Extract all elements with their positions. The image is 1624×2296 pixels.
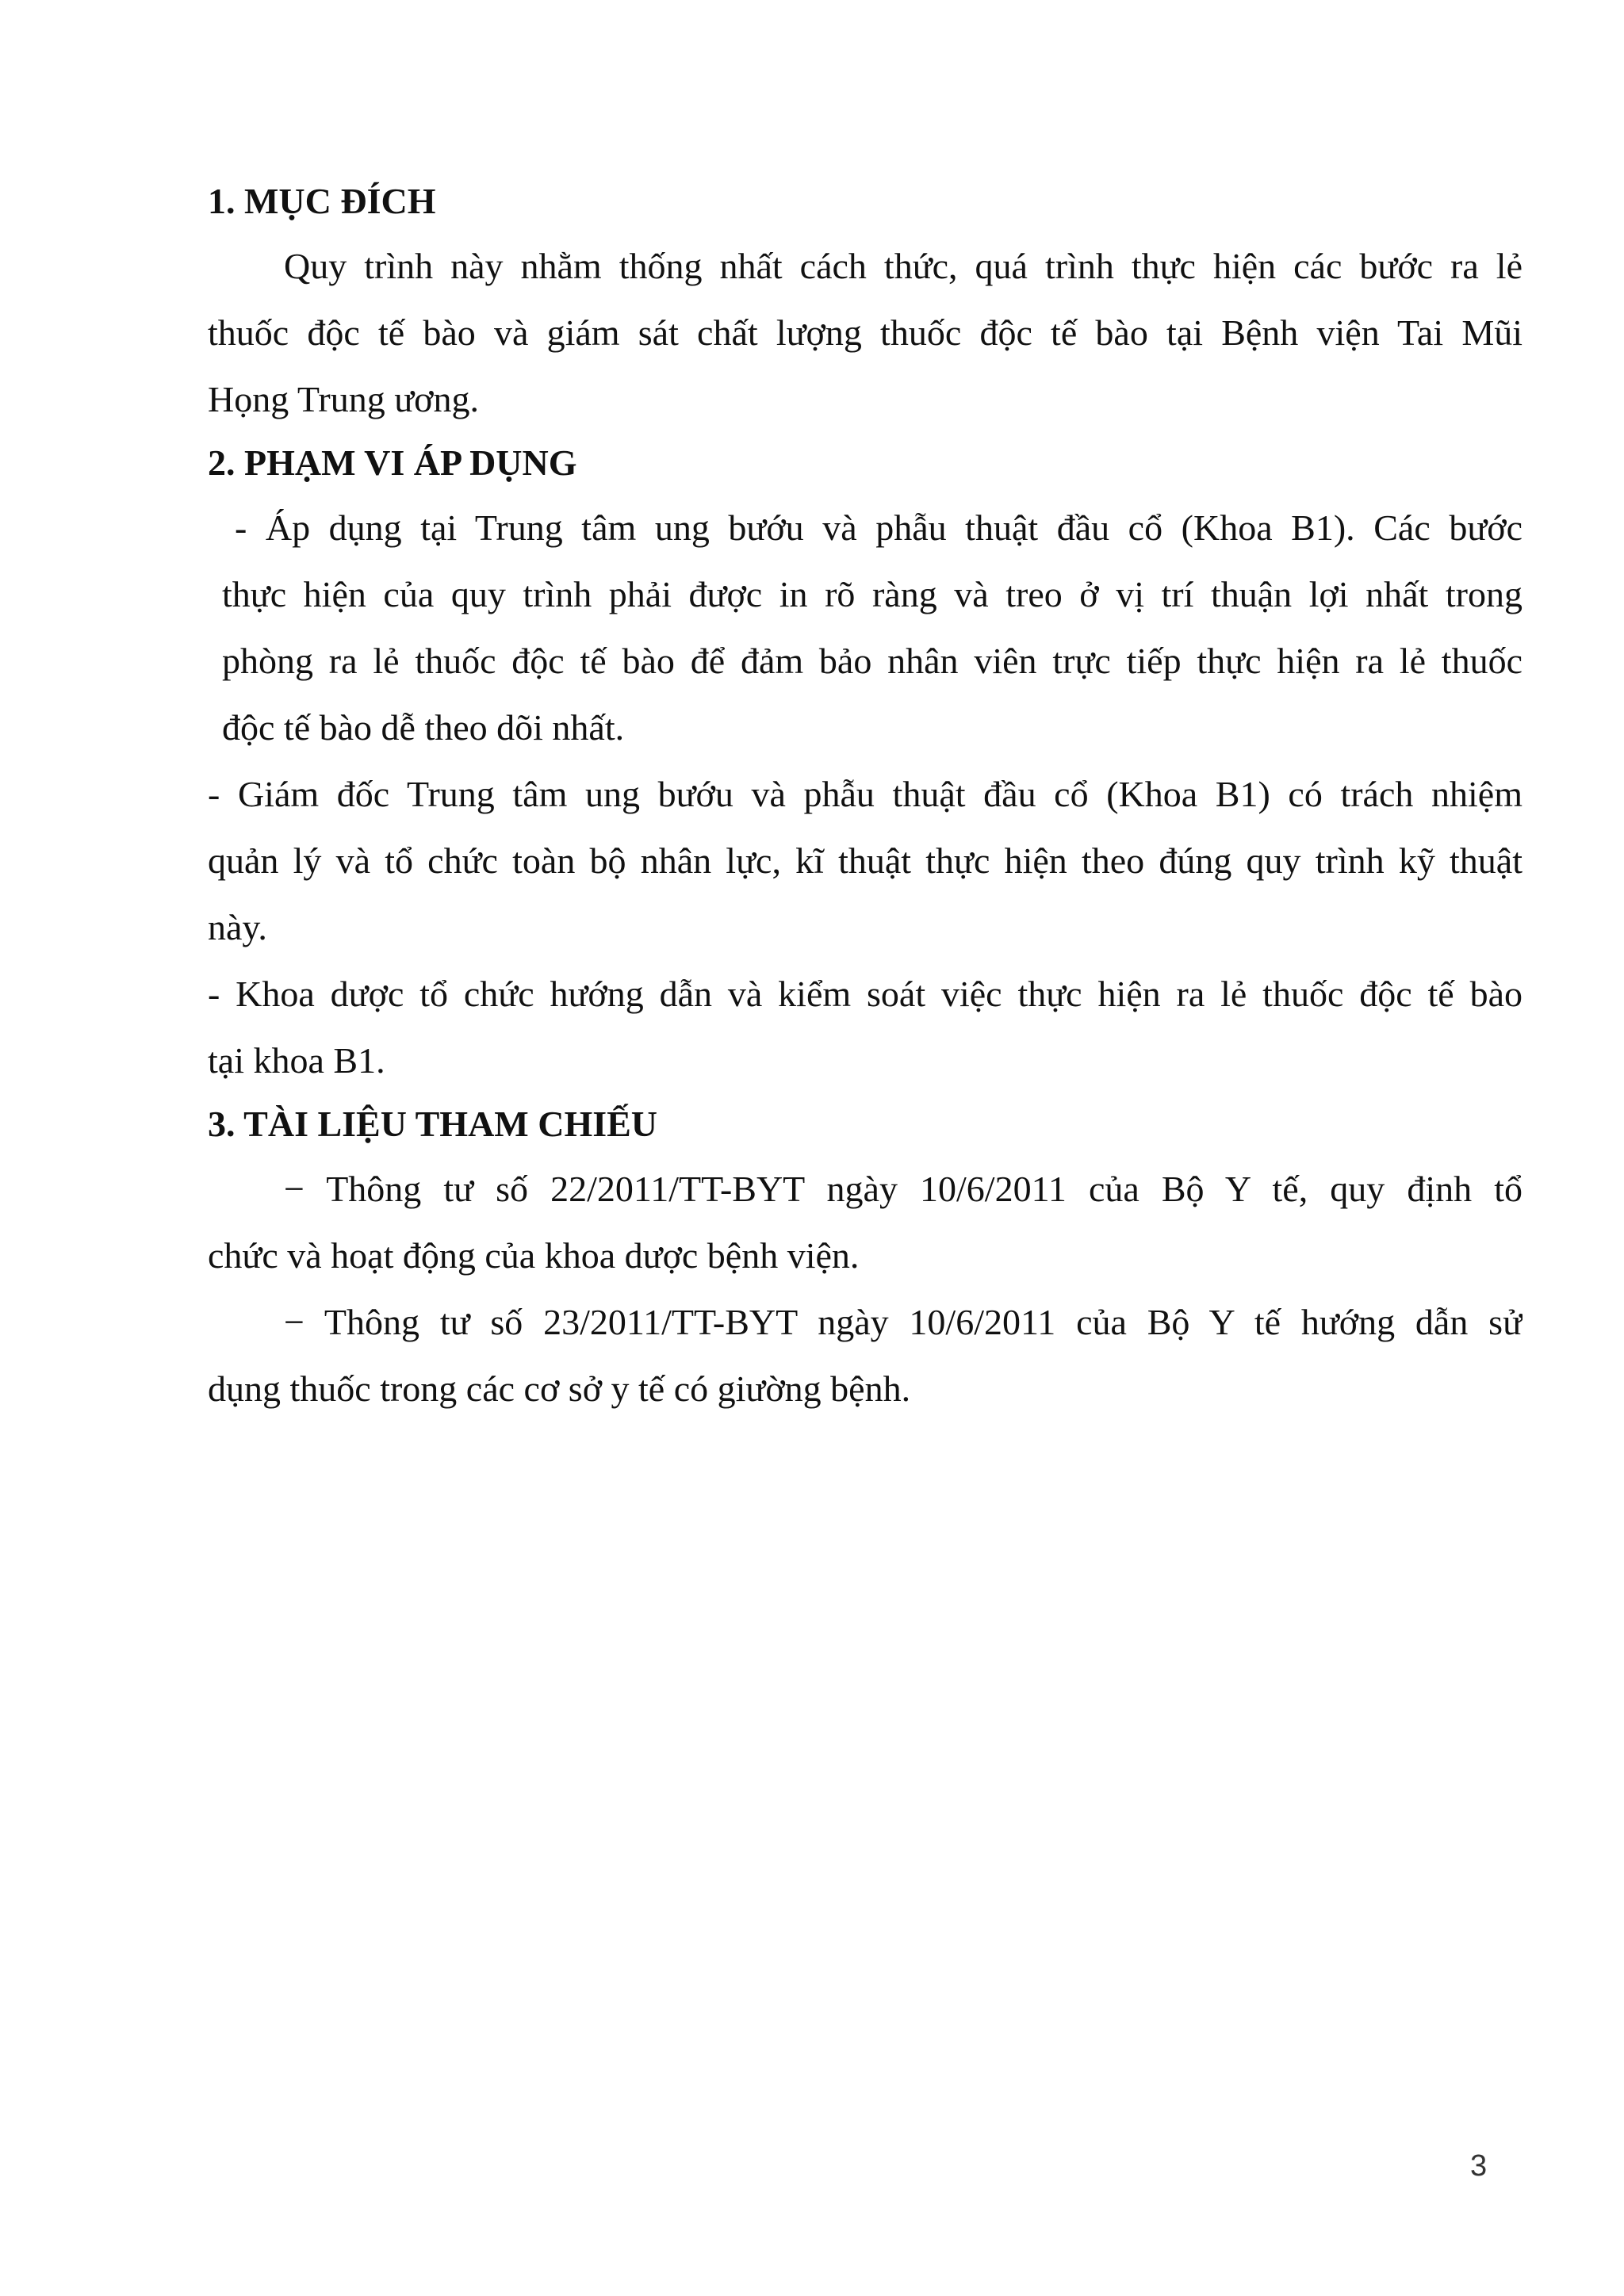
paragraph-line: quản lý và tổ chức toàn bộ nhân lực, kĩ thuật thực hiện theo đúng quy trình kỹ thuật [208,840,1522,881]
paragraph-line: thuốc độc tế bào và giám sát chất lượng thuốc độc tế bào tại Bệnh viện Tai Mũi [208,312,1522,353]
section-heading-scope: 2. PHẠM VI ÁP DỤNG [208,442,577,483]
paragraph-line: Họng Trung ương. [208,379,479,419]
paragraph-line: tại khoa B1. [208,1040,385,1081]
paragraph-line: dụng thuốc trong các cơ sở y tế có giường bệnh. [208,1368,911,1409]
paragraph-line: Quy trình này nhằm thống nhất cách thức, quá trình thực hiện các bước ra lẻ [284,246,1522,286]
page-number: 3 [1470,2149,1488,2183]
paragraph-line: độc tế bào dễ theo dõi nhất. [222,707,625,748]
section-heading-purpose: 1. MỤC ĐÍCH [208,181,436,221]
paragraph-line: - Khoa dược tổ chức hướng dẫn và kiểm soát việc thực hiện ra lẻ thuốc độc tế bào [208,974,1522,1014]
paragraph-line: - Áp dụng tại Trung tâm ung bướu và phẫu thuật đầu cổ (Khoa B1). Các bước [235,507,1522,548]
paragraph-line: − Thông tư số 23/2011/TT-BYT ngày 10/6/2011 của Bộ Y tế hướng dẫn sử [284,1302,1522,1342]
paragraph-line: chức và hoạt động của khoa dược bệnh viện. [208,1235,860,1276]
paragraph-line: − Thông tư số 22/2011/TT-BYT ngày 10/6/2011 của Bộ Y tế, quy định tổ [284,1169,1522,1209]
paragraph-line: thực hiện của quy trình phải được in rõ ràng và treo ở vị trí thuận lợi nhất trong [222,574,1522,614]
section-heading-references: 3. TÀI LIỆU THAM CHIẾU [208,1104,658,1144]
paragraph-line: này. [208,907,267,947]
paragraph-line: phòng ra lẻ thuốc độc tế bào để đảm bảo nhân viên trực tiếp thực hiện ra lẻ thuốc [222,641,1522,681]
paragraph-line: - Giám đốc Trung tâm ung bướu và phẫu thuật đầu cổ (Khoa B1) có trách nhiệm [208,774,1522,814]
